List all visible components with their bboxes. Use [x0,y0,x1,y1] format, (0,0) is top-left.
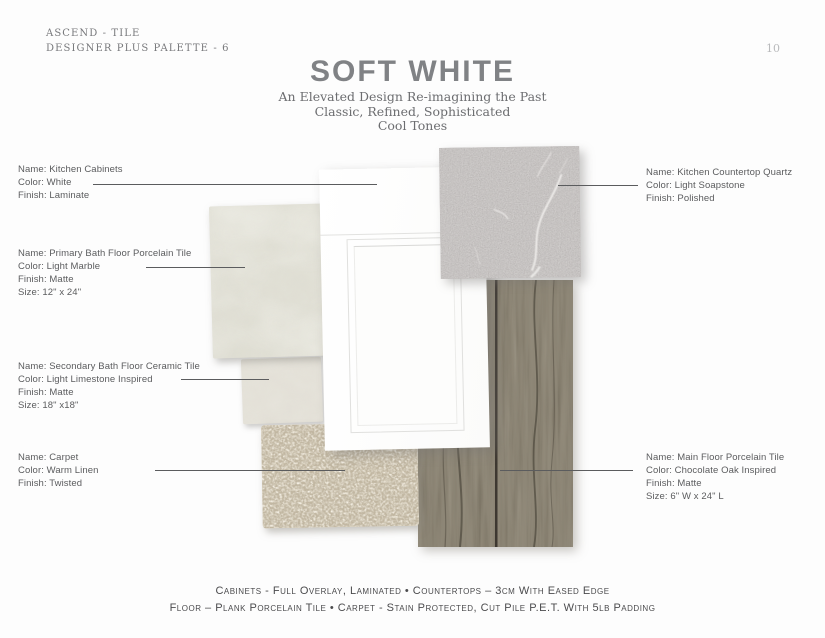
label-kitchen-cabinets [18,163,123,202]
label-line: Name: Kitchen Cabinets [18,164,123,175]
label-main-floor-tile [646,451,784,503]
subtitle-line-3: Cool Tones [377,118,448,133]
leader-line-carpet [155,470,345,471]
label-line: Color: Warm Linen [18,465,99,476]
label-countertop-quartz [646,166,792,205]
swatch-countertop-quartz [439,146,581,279]
leader-line-kitchen-cabinets [93,184,377,185]
footer-specs [0,583,825,617]
label-line: Color: White [18,177,72,188]
label-line: Size: 18" x18" [18,400,79,411]
brand-line-2: DESIGNER PLUS PALETTE - 6 [46,43,230,54]
label-line: Size: 6" W x 24" L [646,491,724,502]
label-line: Color: Light Soapstone [646,180,745,191]
label-line: Finish: Twisted [18,478,83,489]
swatch-primary-bath-marble-tile [209,203,331,358]
label-carpet [18,451,99,490]
palette-subtitle [0,90,825,134]
label-line: Color: Light Marble [18,261,101,272]
title-block [0,56,825,134]
label-line: Finish: Polished [646,193,715,204]
label-line: Finish: Matte [18,387,74,398]
leader-line-main-floor-tile [500,470,633,471]
brand-header [46,26,230,56]
leader-line-countertop-quartz [558,185,638,186]
wood-plank-seam [495,280,498,547]
label-primary-bath-tile [18,247,191,299]
swatch-secondary-bath-tile [241,357,323,425]
label-line: Finish: Laminate [18,190,90,201]
brand-line-1: ASCEND - TILE [46,28,141,39]
label-line: Name: Carpet [18,452,79,463]
label-line: Color: Light Limestone Inspired [18,374,153,385]
label-line: Color: Chocolate Oak Inspired [646,465,777,476]
footer-line-1: Cabinets - Full Overlay, Laminated • Countertops – 3cm With Eased Edge [215,585,610,597]
subtitle-line-1: An Elevated Design Re-imagining the Past [278,89,547,104]
label-line: Name: Secondary Bath Floor Ceramic Tile [18,361,200,372]
page-number: 10 [766,42,780,55]
label-line: Name: Main Floor Porcelain Tile [646,452,785,463]
palette-title: SOFT WHITE [310,55,515,88]
subtitle-line-2: Classic, Refined, Sophisticated [314,103,511,119]
label-line: Name: Primary Bath Floor Porcelain Tile [18,248,192,259]
label-line: Name: Kitchen Countertop Quartz [646,167,793,178]
label-secondary-bath-tile [18,360,200,412]
footer-line-2: Floor – Plank Porcelain Tile • Carpet - Stain Protected, Cut Pile P.E.T. With 5lb Padding [169,602,656,614]
label-line: Finish: Matte [18,274,74,285]
label-line: Finish: Matte [646,478,702,489]
label-line: Size: 12" x 24" [18,287,82,298]
